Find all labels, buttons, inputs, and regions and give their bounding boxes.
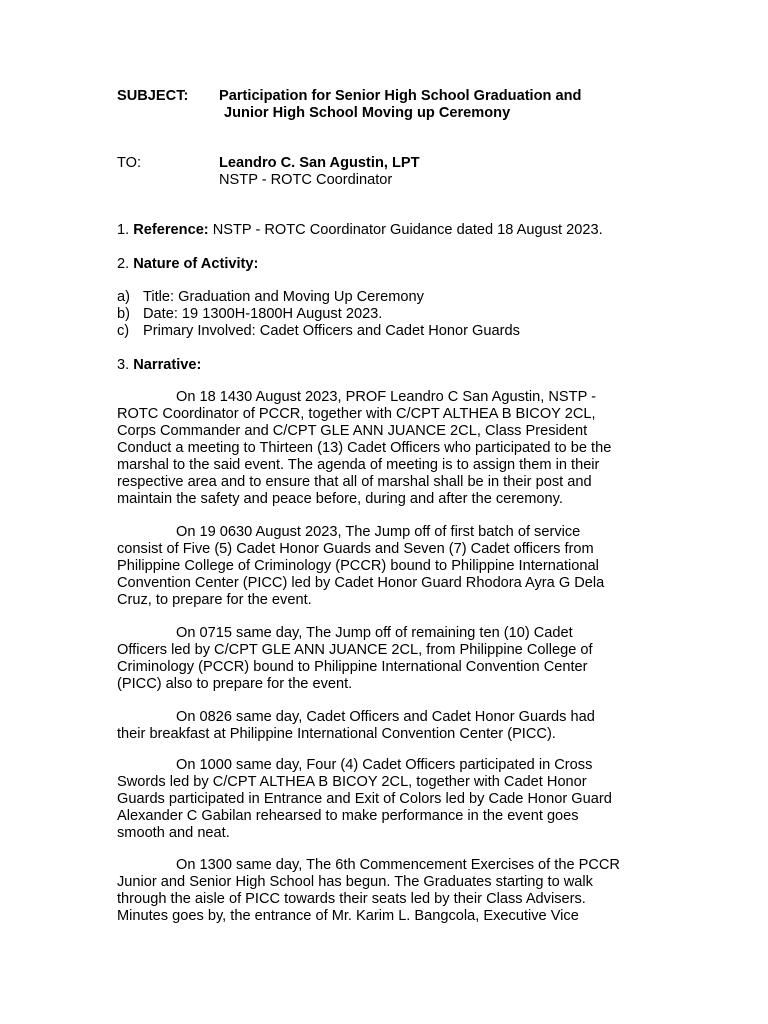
- reference-number: 1.: [117, 222, 134, 238]
- paragraph-line: (PICC) also to prepare for the event.: [117, 676, 353, 692]
- list-item-marker: c): [117, 323, 130, 339]
- paragraph-line: Cruz, to prepare for the event.: [117, 592, 312, 608]
- paragraph-line: On 1300 same day, The 6th Commencement Exercises of the PCCR: [176, 857, 620, 873]
- narrative-label: Narrative:: [133, 357, 202, 373]
- paragraph-line: marshal to the said event. The agenda of meeting is to assign them in their: [117, 457, 600, 473]
- reference-label: Reference:: [133, 222, 209, 238]
- narrative-paragraph: [117, 857, 662, 925]
- paragraph-line: Guards participated in Entrance and Exit of Colors led by Cade Honor Guard: [117, 791, 612, 807]
- narrative-number: 3.: [117, 357, 134, 373]
- paragraph-line: ROTC Coordinator of PCCR, together with C/CPT ALTHEA B BICOY 2CL,: [117, 406, 596, 422]
- narrative-paragraph: [117, 524, 662, 609]
- narrative-paragraph: [117, 389, 662, 508]
- paragraph-line: Junior and Senior High School has begun. The Graduates starting to walk: [117, 874, 593, 890]
- reference-text: NSTP - ROTC Coordinator Guidance dated 18 August 2023.: [208, 222, 603, 238]
- list-item-marker: a): [117, 289, 130, 305]
- list-item-marker: b): [117, 306, 130, 322]
- nature-number: 2.: [117, 256, 134, 272]
- nature-label: Nature of Activity:: [133, 256, 259, 272]
- narrative-paragraph: [117, 757, 662, 842]
- paragraph-line: Swords led by C/CPT ALTHEA B BICOY 2CL, together with Cadet Honor: [117, 774, 587, 790]
- paragraph-line: On 1000 same day, Four (4) Cadet Officers participated in Cross: [176, 757, 593, 773]
- narrative-heading: [117, 357, 201, 374]
- paragraph-line: On 0715 same day, The Jump off of remaining ten (10) Cadet: [176, 625, 573, 641]
- list-item-text: Date: 19 1300H-1800H August 2023.: [143, 306, 383, 322]
- subject-line-2: Junior High School Moving up Ceremony: [224, 105, 511, 121]
- paragraph-line: Minutes goes by, the entrance of Mr. Karim L. Bangcola, Executive Vice: [117, 908, 579, 924]
- list-item: [117, 323, 520, 340]
- subject-line-1: Participation for Senior High School Graduation and: [219, 88, 582, 104]
- list-item-text: Title: Graduation and Moving Up Ceremony: [143, 289, 424, 305]
- reference-line: [117, 222, 603, 239]
- paragraph-line: Criminology (PCCR) bound to Philippine International Convention Center: [117, 659, 588, 675]
- paragraph-line: Conduct a meeting to Thirteen (13) Cadet Officers who participated to be the: [117, 440, 612, 456]
- paragraph-line: Officers led by C/CPT GLE ANN JUANCE 2CL, from Philippine College of: [117, 642, 593, 658]
- paragraph-line: On 0826 same day, Cadet Officers and Cadet Honor Guards had: [176, 709, 595, 725]
- list-item: [117, 289, 424, 306]
- paragraph-line: Philippine College of Criminology (PCCR) bound to Philippine International: [117, 558, 599, 574]
- paragraph-line: consist of Five (5) Cadet Honor Guards and Seven (7) Cadet officers from: [117, 541, 594, 557]
- paragraph-line: On 18 1430 August 2023, PROF Leandro C San Agustin, NSTP -: [176, 389, 596, 405]
- subject-label: SUBJECT:: [117, 88, 189, 104]
- to-position: NSTP - ROTC Coordinator: [219, 172, 393, 188]
- list-item-text: Primary Involved: Cadet Officers and Cadet Honor Guards: [143, 323, 520, 339]
- paragraph-line: respective area and to ensure that all of marshal shall be in their post and: [117, 474, 592, 490]
- narrative-paragraph: [117, 625, 662, 693]
- paragraph-line: their breakfast at Philippine International Convention Center (PICC).: [117, 726, 556, 742]
- paragraph-line: Convention Center (PICC) led by Cadet Honor Guard Rhodora Ayra G Dela: [117, 575, 605, 591]
- paragraph-line: through the aisle of PICC towards their seats led by their Class Advisers.: [117, 891, 586, 907]
- list-item: [117, 306, 383, 323]
- to-name: Leandro C. San Agustin, LPT: [219, 155, 420, 171]
- paragraph-line: smooth and neat.: [117, 825, 230, 841]
- paragraph-line: Alexander C Gabilan rehearsed to make performance in the event goes: [117, 808, 579, 824]
- paragraph-line: maintain the safety and peace before, during and after the ceremony.: [117, 491, 563, 507]
- nature-heading: [117, 256, 258, 273]
- paragraph-line: On 19 0630 August 2023, The Jump off of first batch of service: [176, 524, 581, 540]
- paragraph-line: Corps Commander and C/CPT GLE ANN JUANCE 2CL, Class President: [117, 423, 588, 439]
- to-label: TO:: [117, 155, 142, 171]
- narrative-paragraph: [117, 709, 662, 743]
